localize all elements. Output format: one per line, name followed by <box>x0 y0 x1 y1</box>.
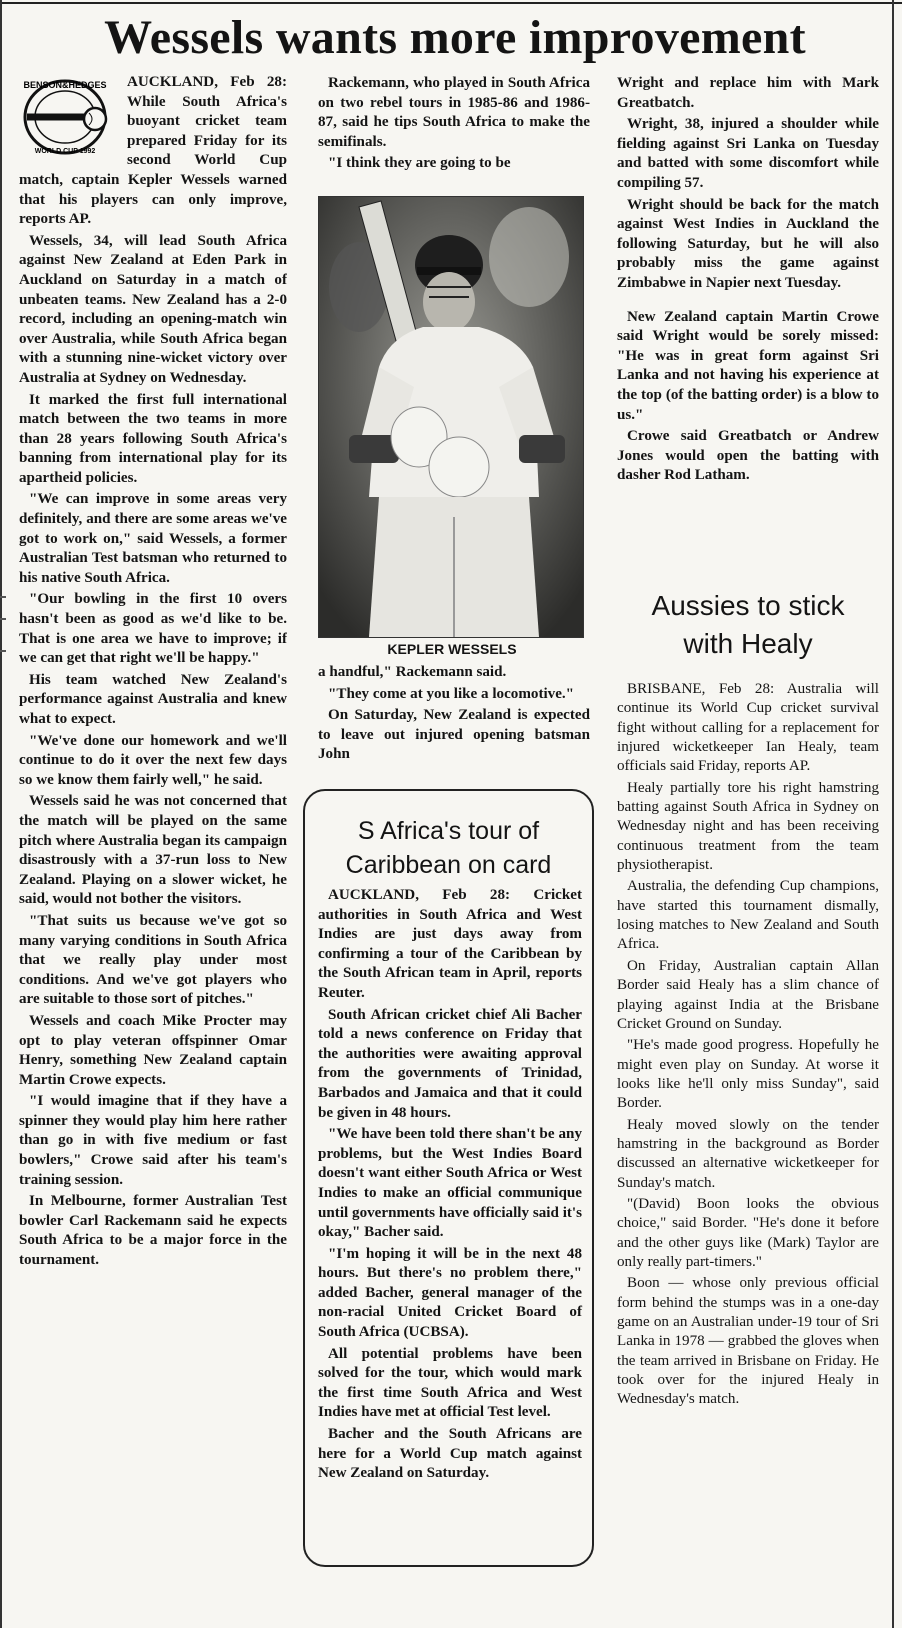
paragraph: Crowe said Greatbatch or Andrew Jones would open the batting with dasher Rod Latham. <box>617 428 879 484</box>
left-rule <box>0 0 2 1628</box>
paragraph: In Melbourne, former Australian Test bowler Carl Rackemann said he expects South Africa to be a major force in the tournament. <box>19 1193 287 1269</box>
batsman-photo-icon <box>318 196 584 638</box>
paragraph: Wright and replace him with Mark Greatbatch. <box>617 75 879 111</box>
headline: Wessels wants more improvement <box>104 11 806 64</box>
world-cup-logo-icon <box>19 73 117 165</box>
paragraph: "I would imagine that if they have a spinner they would play him here rather than go in with five medium or fast bowlers," Crowe said after his team's training session. <box>19 1093 287 1188</box>
article-column-3 <box>617 74 879 486</box>
paragraph: "(David) Boon looks the obvious choice," said Border. "He's done it before and the other guys like (Mark) Taylor are only really part-timers." <box>617 1195 879 1270</box>
margin-mark <box>0 618 6 620</box>
paragraph: "I'm hoping it will be in the next 48 hours. But there's no problem there," added Bacher, general manager of the non-racial United Cricket Board of South Africa (UCBSA). <box>318 1245 582 1341</box>
paragraph: "I think they are going to be <box>328 155 511 172</box>
paragraph: "They come at you like a locomotive." <box>328 685 575 702</box>
paragraph: Australia, the defending Cup champions, have started this tournament dismally, losing matches to New Zealand and South Africa. <box>617 878 879 953</box>
paragraph: "Our bowling in the first 10 overs hasn't been as good as we'd like to be. That is one area we have to improve; if we can get that right we'll be happy." <box>19 591 287 667</box>
paragraph: Wright, 38, injured a shoulder while fielding against Sri Lanka on Tuesday and batted with some discomfort while compiling 57. <box>617 116 879 191</box>
paragraph: Healy moved slowly on the tender hamstring in the background as Border discussed an alternative wicketkeeper for Sunday's match. <box>617 1116 879 1191</box>
paragraph: a handful," Rackemann said. <box>318 664 507 680</box>
sidebar-story-headline <box>305 814 592 882</box>
article-column-1 <box>19 73 287 1618</box>
paragraph: Wright should be back for the match against West Indies in Auckland the following Saturday, but he will also probably miss the game against Zimbabwe in Napier next Tuesday. <box>617 196 879 291</box>
secondary-headline-line: with Healy <box>683 628 813 659</box>
photo-caption: KEPLER WESSELS <box>387 641 517 657</box>
sidebar-headline-line: Caribbean on card <box>345 851 552 879</box>
paragraph: "We've done our homework and we'll continue to do it over the next few days so we know them fairly well," he said. <box>19 732 287 788</box>
secondary-article-body <box>617 680 879 1410</box>
secondary-headline <box>617 587 879 663</box>
paragraph: "He's made good progress. Hopefully he might even play on Sunday. At worse it looks like he'll only miss Sunday", said Border. <box>617 1037 879 1112</box>
secondary-headline-line: Aussies to stick <box>651 590 845 621</box>
paragraph: Bacher and the South Africans are here for a World Cup match against New Zealand on Saturday. <box>318 1426 582 1482</box>
paragraph: All potential problems have been solved for the tour, which would mark the first time South Africa and West Indies have met at official Test level. <box>318 1345 582 1421</box>
paragraph: Wessels said he was not concerned that the match will be played on the same pitch where Australia began its campaign disastrously with a 37-run loss to New Zealand. Playing on a slower wicket, he said, would not bother the visitors. <box>19 793 287 908</box>
paragraph: "We have been told there shan't be any problems, but the West Indies Board doesn't want either South Africa or West Indies to make an official communique until governments have officially said it's okay," Bacher said. <box>318 1126 582 1241</box>
article-column-2-continued <box>318 663 590 765</box>
article-column-2 <box>318 74 590 174</box>
paragraph: "That suits us because we've got so many varying conditions in South Africa that we really play under most conditions. And we've got players who are suitable to those sort of pitches." <box>19 912 287 1008</box>
paragraph: His team watched New Zealand's performance against Australia and knew what to expect. <box>19 671 287 727</box>
sidebar-story-body <box>318 886 582 1484</box>
sidebar-headline-line: S Africa's tour of <box>357 817 540 845</box>
paragraph: On Friday, Australian captain Allan Border said Healy has a slim chance of playing against India at the Brisbane Cricket Ground on Sunday. <box>617 957 879 1032</box>
margin-mark <box>0 596 6 598</box>
paragraph: Wessels and coach Mike Procter may opt to play veteran offspinner Omar Henry, something New Zealand captain Martin Crowe expects. <box>19 1012 287 1088</box>
paragraph: AUCKLAND, Feb 28: While South Africa's buoyant cricket team prepared Friday for its second World Cup match, captain Kepler Wessels warned that his players can only improve, reports AP. <box>19 74 287 228</box>
paragraph: BRISBANE, Feb 28: Australia will continue its World Cup cricket survival fight without calling for a replacement for injured wicketkeeper Ian Healy, team officials said Friday, reports AP. <box>617 681 879 775</box>
paragraph: Healy partially tore his right hamstring batting against South Africa in Sydney on Wednesday night and has been receiving continuous treatment from the team physiotherapist. <box>617 779 879 874</box>
paragraph: AUCKLAND, Feb 28: Cricket authorities in South Africa and West Indies are just days away from confirming a tour of the Caribbean by the South African team in April, reports Reuter. <box>318 887 582 1001</box>
top-rule <box>0 2 902 4</box>
paragraph: "We can improve in some areas very definitely, and there are some areas we've got to work on," said Wessels, a former Australian Test batsman who returned to his native South Africa. <box>19 491 287 586</box>
paragraph: On Saturday, New Zealand is expected to leave out injured opening batsman John <box>318 707 590 763</box>
logo-ring-text: BENSON&HEDGES <box>23 80 107 90</box>
paragraph: Rackemann, who played in South Africa on two rebel tours in 1985-86 and 1986-87, said he tips South Africa to make the semifinals. <box>318 75 590 150</box>
paragraph: Wessels, 34, will lead South Africa against New Zealand at Eden Park in Auckland on Saturday in a match of unbeaten teams. New Zealand has a 2-0 record, including an opening-match win over Australia, while South Africa began with a stunning nine-wicket victory over Australia at Sydney on Wednesday. <box>19 232 287 386</box>
paragraph: It marked the first full international match between the two teams in more than 28 years following South Africa's banning from international play for its apartheid policies. <box>19 391 287 486</box>
paragraph: South African cricket chief Ali Bacher told a news conference on Friday that the authorities were awaiting approval from the governments of Trinidad, Barbados and Jamaica and that it could be given in 48 hours. <box>318 1006 582 1121</box>
margin-mark <box>0 650 6 652</box>
right-rule <box>892 0 894 1628</box>
logo-bottom-text: WORLD CUP 1992 <box>34 148 96 155</box>
paragraph: Boon — whose only previous official form behind the stumps was in a one-day game on an Australian under-19 tour of Sri Lanka in 1978 — grabbed the gloves when the team arrived in Brisbane on Friday. He took over for the injured Healy in Wednesday's match. <box>617 1275 879 1408</box>
paragraph: New Zealand captain Martin Crowe said Wright would be sorely missed: "He was in great form against Sri Lanka and not having his experience at the top (of the batting order) is a blow to us." <box>617 308 879 423</box>
